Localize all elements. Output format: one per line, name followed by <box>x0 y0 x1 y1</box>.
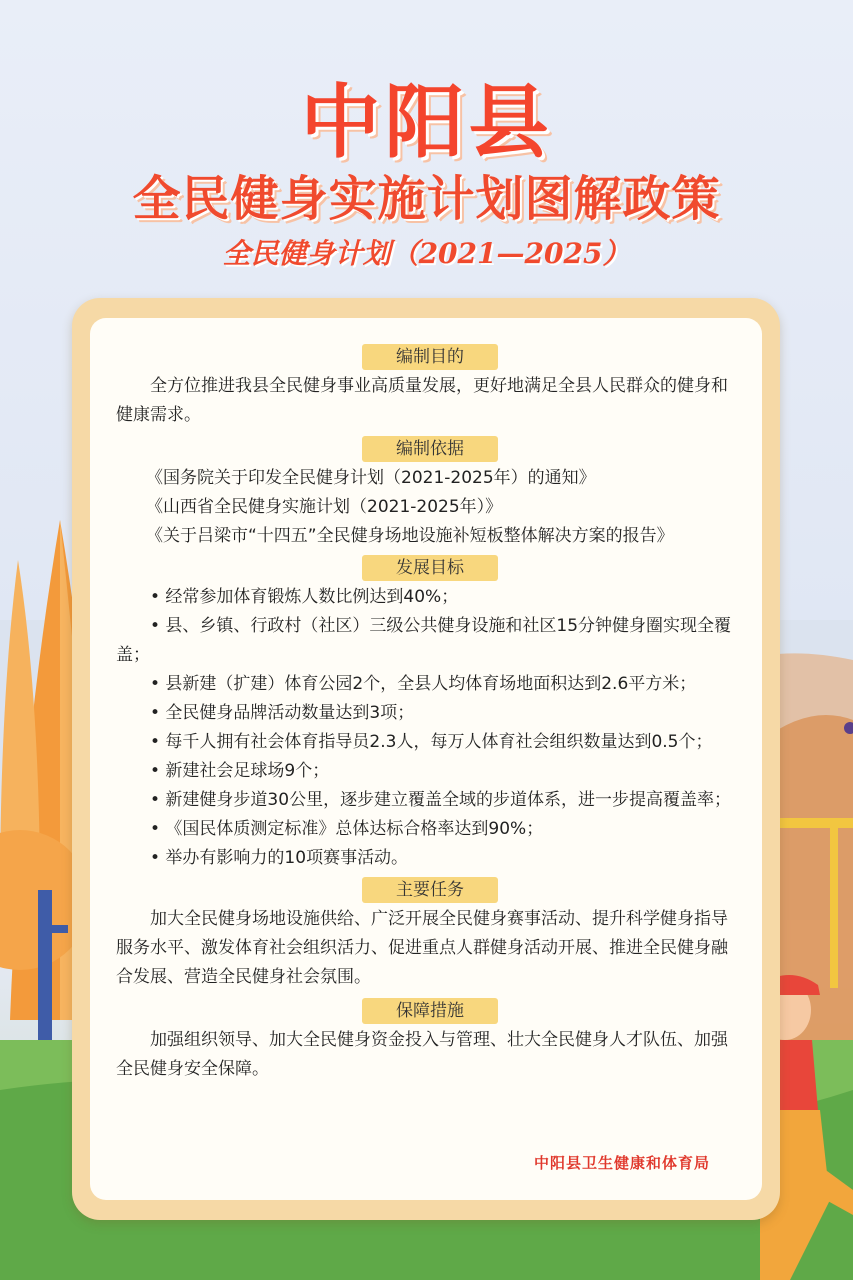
section-measures-title: 保障措施 <box>362 998 498 1024</box>
issuer-signature: 中阳县卫生健康和体育局 <box>533 1154 710 1172</box>
section-basis-header <box>116 435 744 461</box>
basis-doc: 《山西省全民健身实施计划（2021-2025年）》 <box>146 497 503 517</box>
section-measures-header <box>116 997 744 1023</box>
plan-period: 全民健身计划（2021—2025） <box>222 237 631 270</box>
basis-doc: 《关于吕梁市“十四五”全民健身场地设施补短板整体解决方案的报告》 <box>146 526 674 546</box>
measures-text: 加强组织领导、加大全民健身资金投入与管理、壮大全民健身人才队伍、加强全民健身安全保障。 <box>116 1030 728 1079</box>
goal-item: • 新建社会足球场9个； <box>150 761 330 781</box>
goal-item: • 每千人拥有社会体育指导员2.3人，每万人体育社会组织数量达到0.5个； <box>150 732 713 752</box>
pullup-post <box>830 818 838 988</box>
section-tasks-header <box>116 876 744 902</box>
section-basis-title: 编制依据 <box>362 436 498 462</box>
fitness-bar <box>40 925 68 933</box>
basis-doc: 《国务院关于印发全民健身计划（2021-2025年）的通知》 <box>146 468 596 488</box>
county-title: 中阳县 <box>300 76 553 169</box>
goal-item: • 《国民体质测定标准》总体达标合格率达到90%； <box>150 819 544 839</box>
goal-item: • 新建健身步道30公里，逐步建立覆盖全域的步道体系，进一步提高覆盖率； <box>150 790 732 810</box>
section-tasks-title: 主要任务 <box>362 877 498 903</box>
goal-item: • 县、乡镇、行政村（社区）三级公共健身设施和社区15分钟健身圈实现全覆盖； <box>116 616 732 665</box>
poster-subtitle: 全民健身实施计划图解政策 <box>132 171 721 227</box>
goals-list <box>116 583 744 873</box>
policy-content <box>116 343 744 1089</box>
section-purpose-title: 编制目的 <box>362 344 498 370</box>
purpose-text: 全方位推进我县全民健身事业高质量发展，更好地满足全县人民群众的健身和健康需求。 <box>116 376 728 425</box>
goal-item: • 全民健身品牌活动数量达到3项； <box>150 703 415 723</box>
section-goals-header <box>116 554 744 580</box>
goal-item: • 经常参加体育锻炼人数比例达到40%； <box>150 587 459 607</box>
section-goals-title: 发展目标 <box>362 555 498 581</box>
goal-item: • 举办有影响力的10项赛事活动。 <box>150 848 409 868</box>
tasks-text: 加大全民健身场地设施供给、广泛开展全民健身赛事活动、提升科学健身指导服务水平、激发体育社会组织活力、促进重点人群健身活动开展、推进全民健身融合发展、营造全民健身社会氛围。 <box>116 909 728 987</box>
section-purpose-header <box>116 343 744 369</box>
goal-item: • 县新建（扩建）体育公园2个，全县人均体育场地面积达到2.6平方米； <box>150 674 697 694</box>
